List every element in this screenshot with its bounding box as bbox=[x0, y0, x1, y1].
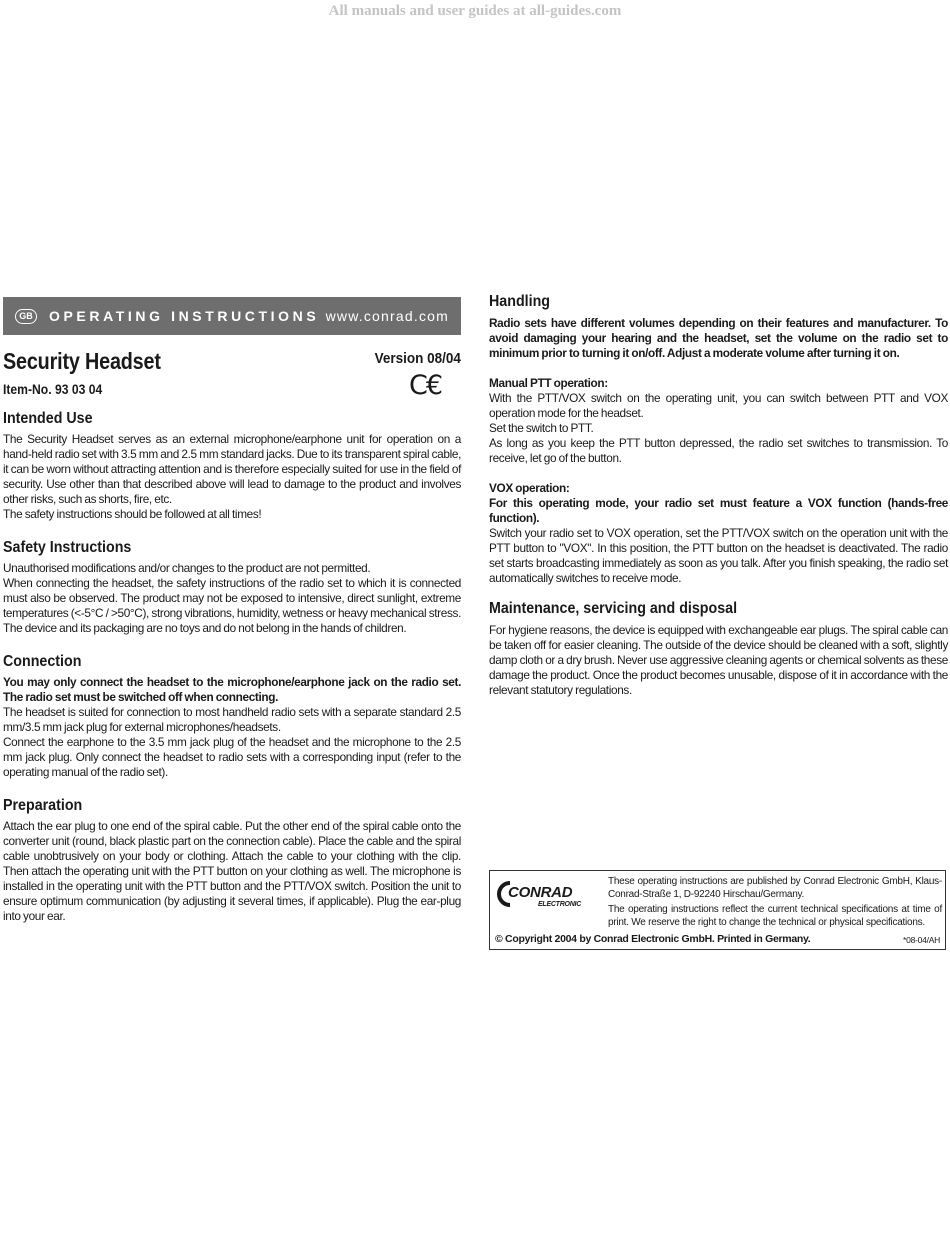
paragraph: As long as you keep the PTT button depressed, the radio set switches to transmission. To receive, let go of the button. bbox=[489, 436, 948, 465]
logo-wordmark: CONRAD bbox=[508, 884, 573, 901]
imprint-publisher: These operating instructions are published by Conrad Electronic GmbH, Klaus-Conrad-Straße 1, D-92240 Hirschau/Germany. bbox=[608, 876, 942, 900]
paragraph-bold: For this operating mode, your radio set must feature a VOX function (hands-free function). bbox=[489, 496, 948, 525]
section-heading: Intended Use bbox=[3, 410, 93, 427]
logo-subtext: ELECTRONIC bbox=[538, 901, 581, 908]
copyright: © Copyright 2004 by Conrad Electronic GmbH. Printed in Germany. bbox=[495, 933, 811, 945]
document-code: *08-04/AH bbox=[903, 935, 940, 945]
imprint-box bbox=[489, 870, 946, 950]
section-heading: Maintenance, servicing and disposal bbox=[489, 600, 738, 617]
subheading: Manual PTT operation: bbox=[489, 376, 608, 390]
paragraph: For hygiene reasons, the device is equipped with exchangeable ear plugs. The spiral cable can be taken off for easier cleaning. The outside of the device should be cleaned with a soft, slightly damp cloth or a dry brush. Never use aggressive cleaning agents or chemical solvents as these damage the product. Once the product becomes unusable, dispose of it in accordance with the relevant statutory regulations. bbox=[489, 623, 948, 697]
banner-url: www.conrad.com bbox=[325, 308, 449, 324]
right-column bbox=[489, 293, 948, 698]
section-handling bbox=[489, 293, 948, 586]
section-intended-use bbox=[3, 410, 461, 522]
paragraph: The headset is suited for connection to most handheld radio sets with a separate standard 2.5 mm/3.5 mm jack plug for external microphones/headsets. bbox=[3, 705, 461, 734]
version-label: Version 08/04 bbox=[374, 350, 461, 367]
section-safety-instructions bbox=[3, 539, 461, 636]
operating-instructions-banner bbox=[3, 297, 461, 335]
paragraph-bold: Radio sets have different volumes depending on their features and manufacturer. To avoid damaging your hearing and the headset, set the volume on the radio set to minimum prior to turning it on/off. Adjust a moderate volume after turning it on. bbox=[489, 316, 948, 360]
section-heading: Connection bbox=[3, 653, 82, 670]
section-heading: Handling bbox=[489, 293, 551, 310]
left-column bbox=[3, 297, 461, 924]
title-block bbox=[3, 348, 461, 408]
paragraph: Set the switch to PTT. bbox=[489, 421, 594, 435]
paragraph: When connecting the headset, the safety instructions of the radio set to which it is connected must also be observed. The product may not be exposed to intensive, direct sunlight, extreme temperatures (<-5°C / >50°C), strong vibrations, humidity, wetness or heavy mechanical stress. The device and its packaging are no toys and do not belong in the hands of children. bbox=[3, 576, 461, 635]
paragraph: The safety instructions should be followed at all times! bbox=[3, 507, 262, 521]
subheading: VOX operation: bbox=[489, 481, 570, 495]
section-maintenance bbox=[489, 600, 948, 698]
document-title: Security Headset bbox=[3, 348, 161, 374]
watermark: All manuals and user guides at all-guides.com bbox=[328, 3, 622, 19]
section-connection bbox=[3, 653, 461, 780]
paragraph: Attach the ear plug to one end of the spiral cable. Put the other end of the spiral cable onto the converter unit (round, black plastic part on the connection cable). Place the cable and the spiral cable unobtrusively on your body or clothing. Attach the cable to your clothing with the clip. Then attach the operating unit with the PTT button on your clothing as well. The microphone is installed in the operating unit with the PTT button and the PTT/VOX switch. Position the unit to ensure optimum communication (by adjusting it several times, if applicable). Plug the ear-plug into your ear. bbox=[3, 819, 461, 923]
section-preparation bbox=[3, 797, 461, 924]
banner-title: OPERATING INSTRUCTIONS bbox=[49, 308, 320, 324]
paragraph-bold: You may only connect the headset to the microphone/earphone jack on the radio set. The radio set must be switched off when connecting. bbox=[3, 675, 461, 704]
item-number: Item-No. 93 03 04 bbox=[3, 382, 103, 397]
paragraph: The Security Headset serves as an external microphone/earphone unit for operation on a hand-held radio set with 3.5 mm and 2.5 mm standard jacks. Due to its transparent spiral cable, it can be worn without attracting attention and is therefore especially suited for use in the field of security. Use other than that described above will lead to damage to the product and involves other risks, such as shorts, fire, etc. bbox=[3, 432, 461, 506]
section-heading: Preparation bbox=[3, 797, 83, 814]
language-badge: GB bbox=[15, 309, 37, 324]
conrad-logo bbox=[496, 879, 596, 909]
imprint-disclaimer: The operating instructions reflect the current technical specifications at time of print. We reserve the right to change the technical or physical specifications. bbox=[608, 904, 942, 928]
paragraph: Switch your radio set to VOX operation, set the PTT/VOX switch on the operation unit with the PTT button to "VOX". In this position, the PTT button on the headset is deactivated. The radio set starts broadcasting immediately as soon as you talk. After you finish speaking, the radio set automatically switches to receive mode. bbox=[489, 526, 948, 585]
paragraph: Connect the earphone to the 3.5 mm jack plug of the headset and the microphone to the 2.5 mm jack plug. Only connect the headset to radio sets with a corresponding input (refer to the operating manual of the radio set). bbox=[3, 735, 461, 779]
section-heading: Safety Instructions bbox=[3, 539, 132, 556]
ce-mark-icon: C€ bbox=[408, 370, 441, 401]
paragraph: Unauthorised modifications and/or changes to the product are not permitted. bbox=[3, 561, 371, 575]
paragraph: With the PTT/VOX switch on the operating unit, you can switch between PTT and VOX operation mode for the headset. bbox=[489, 391, 948, 420]
